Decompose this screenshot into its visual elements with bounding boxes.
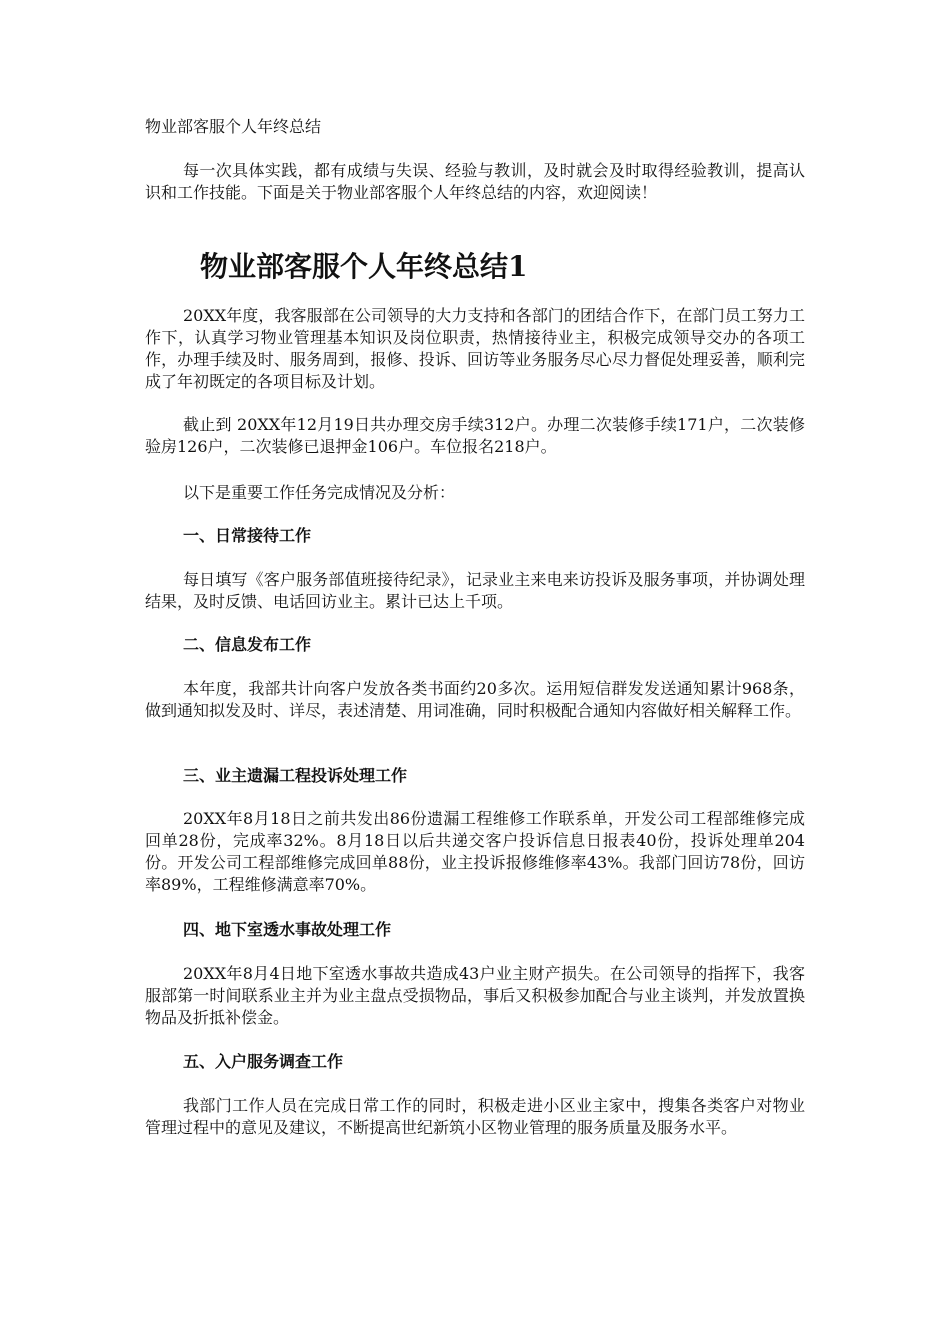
- document-title: 物业部客服个人年终总结: [145, 117, 322, 136]
- item-heading-reception: 一、日常接待工作: [183, 526, 312, 545]
- item-body-complaints: 20XX年8月18日之前共发出86份遗漏工程维修工作联系单，开发公司工程部维修完成回单28份，完成率32%。8月18日以后共递交客户投诉信息日报表40份，投诉处理单204份。开发公司工程部维修完成回单88份，业主投诉报修维修率43%。我部门回访78份，回访率89%，工程维修满意率70%。: [145, 809, 805, 894]
- section-title: 物业部客服个人年终总结1: [200, 250, 528, 283]
- item-body-basement: 20XX年8月4日地下室透水事故共造成43户业主财产损失。在公司领导的指挥下，我客服部第一时间联系业主并为业主盘点受损物品，事后又积极参加配合与业主谈判，并发放置换物品及折抵补偿金。: [145, 964, 805, 1027]
- summary-paragraph: 20XX年度，我客服部在公司领导的大力支持和各部门的团结合作下，在部门员工努力工作下，认真学习物业管理基本知识及岗位职责，热情接待业主，积极完成领导交办的各项工作，办理手续及时、服务周到，报修、投诉、回访等业务服务尽心尽力督促处理妥善，顺利完成了年初既定的各项目标及计划。: [145, 306, 805, 391]
- analysis-intro-paragraph: 以下是重要工作任务完成情况及分析：: [183, 483, 456, 502]
- item-heading-complaints: 三、业主遗漏工程投诉处理工作: [183, 766, 408, 785]
- item-heading-information: 二、信息发布工作: [183, 635, 312, 654]
- item-heading-basement: 四、地下室透水事故处理工作: [183, 920, 392, 939]
- statistics-paragraph: 截止到 20XX年12月19日共办理交房手续312户。办理二次装修手续171户，二次装修验房126户，二次装修已退押金106户。车位报名218户。: [145, 415, 805, 456]
- item-body-reception: 每日填写《客户服务部值班接待纪录》，记录业主来电来访投诉及服务事项，并协调处理结果，及时反馈、电话回访业主。累计已达上千项。: [145, 570, 805, 611]
- item-heading-survey: 五、入户服务调查工作: [183, 1052, 344, 1071]
- item-body-survey: 我部门工作人员在完成日常工作的同时，积极走进小区业主家中，搜集各类客户对物业管理过程中的意见及建议，不断提高世纪新筑小区物业管理的服务质量及服务水平。: [145, 1096, 805, 1137]
- item-body-information: 本年度，我部共计向客户发放各类书面约20多次。运用短信群发发送通知累计968条，做到通知拟发及时、详尽，表述清楚、用词准确，同时积极配合通知内容做好相关解释工作。: [145, 679, 805, 720]
- intro-paragraph: 每一次具体实践，都有成绩与失误、经验与教训，及时就会及时取得经验教训，提高认识和工作技能。下面是关于物业部客服个人年终总结的内容，欢迎阅读！: [145, 161, 805, 202]
